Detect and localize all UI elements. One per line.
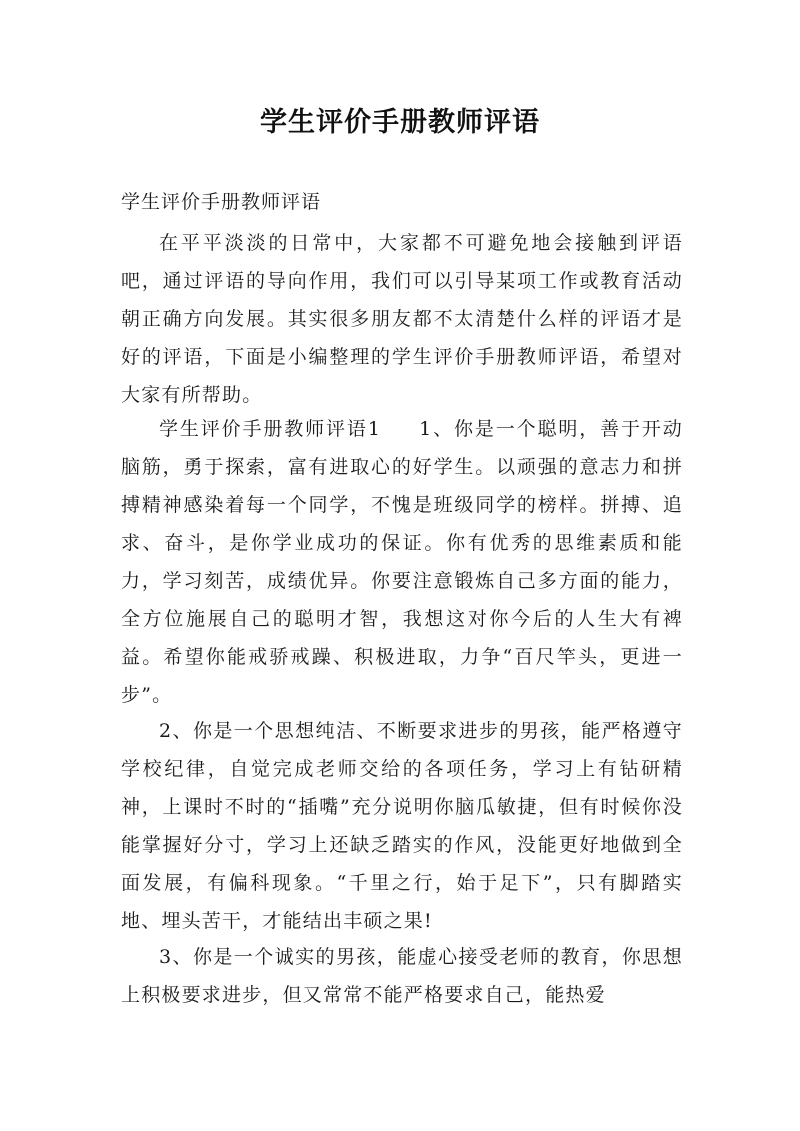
comment-item-1: 1、你是一个聪明，善于开动脑筋，勇于探索，富有进取心的好学生。以顽强的意志力和拼搏精神感染着每一个同学，不愧是班级同学的榜样。拼搏、追求、奋斗，是你学业成功的保证。你有优秀的思维素质和能力，学习刻苦，成绩优异。你要注意锻炼自己多方面的能力，全方位施展自己的聪明才智，我想这对你今后的人生大有裨益。希望你能戒骄戒躁、积极进取，力争“百尺竿头，更进一步”。 (121, 418, 683, 706)
comment-paragraph-2: 2、你是一个思想纯洁、不断要求进步的男孩，能严格遵守学校纪律，自觉完成老师交给的各项任务，学习上有钻研精神，上课时不时的“插嘴”充分说明你脑瓜敏捷，但有时候你没能掌握好分寸，学习上还缺乏踏实的作风，没能更好地做到全面发展，有偏科现象。“千里之行，始于足下”，只有脚踏实地、埋头苦干，才能结出丰硕之果! (121, 720, 683, 932)
intro-paragraph: 在平平淡淡的日常中，大家都不可避免地会接触到评语吧，通过评语的导向作用，我们可以引导某项工作或教育活动朝正确方向发展。其实很多朋友都不太清楚什么样的评语才是好的评语，下面是小编整理的学生评价手册教师评语，希望对大家有所帮助。 (121, 232, 683, 406)
comment-paragraph-1 (121, 410, 683, 714)
section-heading: 学生评价手册教师评语1 (159, 418, 382, 440)
document-subtitle: 学生评价手册教师评语 (121, 191, 322, 213)
document-title: 学生评价手册教师评语 (260, 107, 540, 138)
comment-paragraph-3: 3、你是一个诚实的男孩，能虚心接受老师的教育，你思想上积极要求进步，但又常常不能严格要求自己，能热爱 (121, 946, 683, 1006)
